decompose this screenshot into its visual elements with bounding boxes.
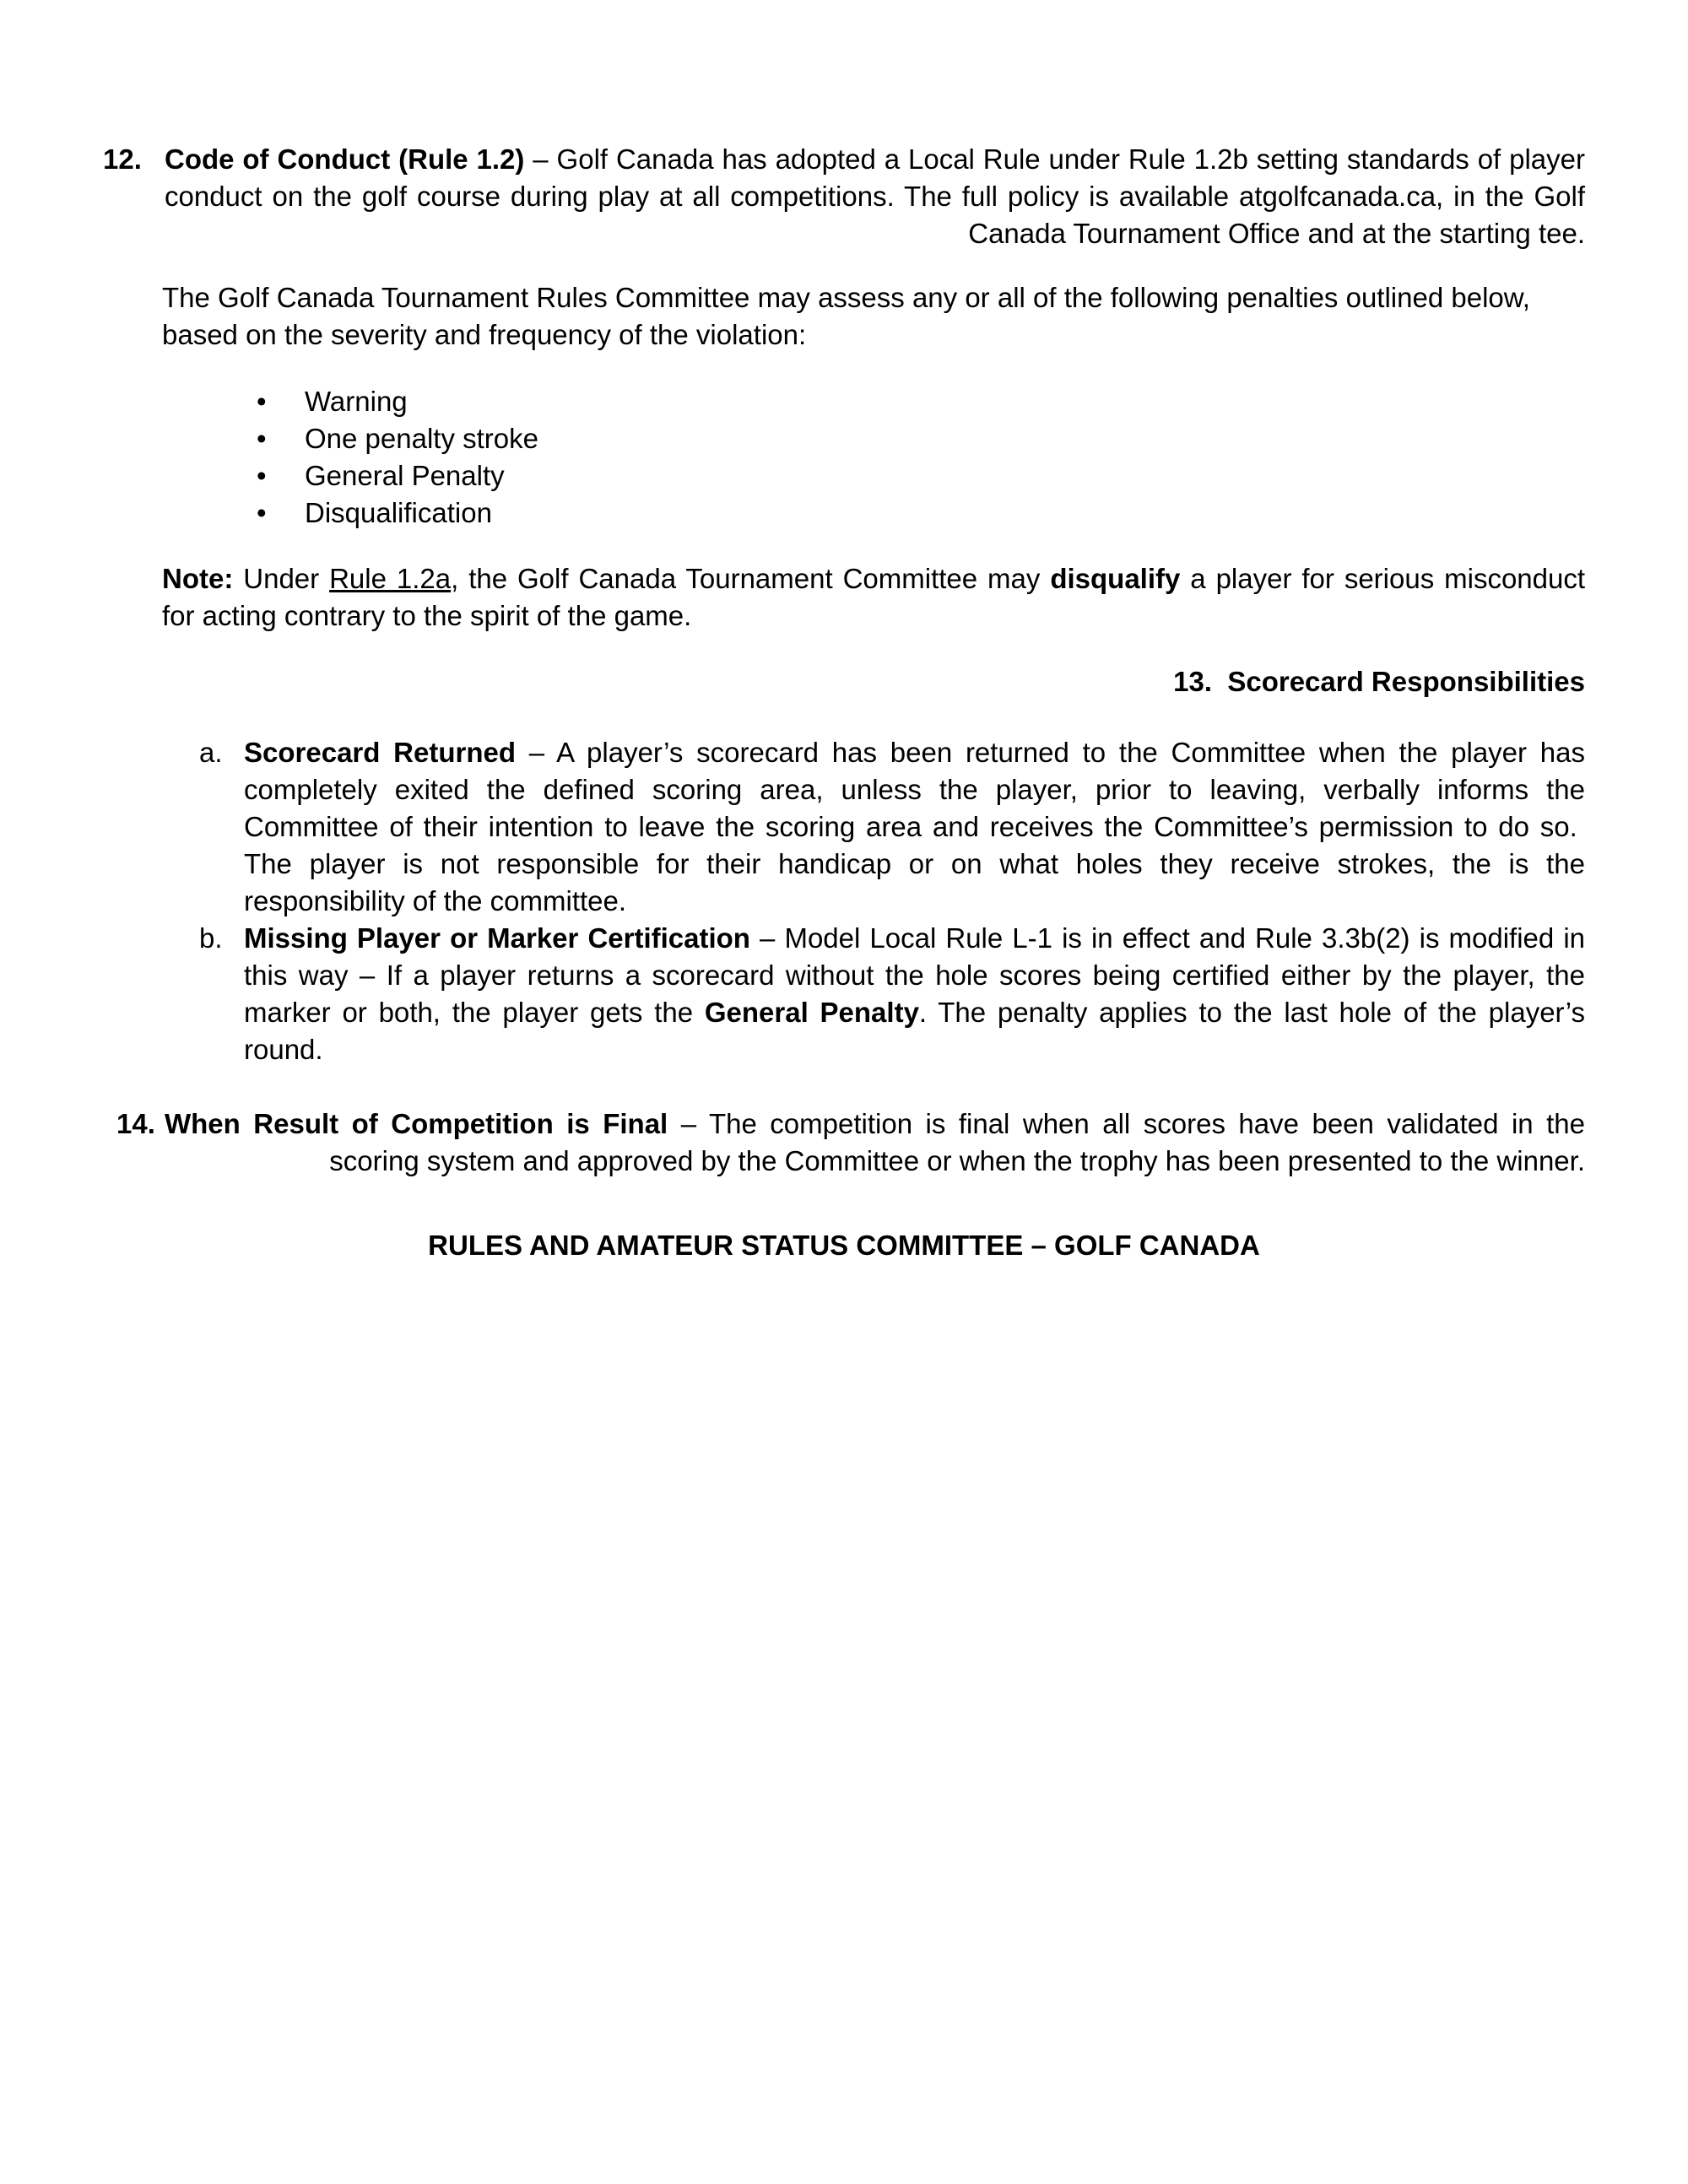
item-14-body: – The competition is final when all scores have been validated in the scoring system and approved by the Committee or when the trophy has been presented to the winner.: [329, 1108, 1585, 1176]
item-a-title: Scorecard Returned: [244, 737, 517, 768]
note-label: Note:: [162, 563, 234, 594]
penalty-list: [103, 383, 1585, 532]
item-a-scorecard-returned: [103, 734, 1585, 920]
penalties-intro-paragraph: The Golf Canada Tournament Rules Committee may assess any or all of the following penalties outlined below, based on the severity and frequency of the violation:: [162, 282, 1530, 350]
item-12-body: – Golf Canada has adopted a Local Rule under Rule 1.2b setting standards of player conduct on the golf course during play at all competitions. The full policy is available atgolfcanada.ca, in the Golf Canada Tournament Office and at the starting tee.: [165, 143, 1585, 249]
item-14-number: 14.: [116, 1108, 155, 1139]
section-13-heading: 13. Scorecard Responsibilities: [1173, 666, 1585, 697]
penalty-item-general-penalty: • General Penalty: [305, 457, 1585, 495]
item-a-marker: a.: [199, 737, 223, 768]
note-after-text: a player for serious misconduct for acting contrary to the spirit of the game.: [162, 563, 1586, 631]
item-12-number: 12.: [103, 143, 142, 175]
item-14-result-final: [103, 1106, 1585, 1180]
committee-signature-line: RULES AND AMATEUR STATUS COMMITTEE – GOLF CANADA: [428, 1230, 1260, 1261]
note-paragraph: [162, 560, 1585, 635]
note-before-text: Under: [233, 563, 330, 594]
item-14-title: When Result of Competition is Final: [165, 1108, 668, 1139]
penalty-item-warning: • Warning: [305, 383, 1585, 420]
note-disqualify-emphasis: disqualify: [1050, 563, 1181, 594]
rule-1-2a-reference: Rule 1.2a: [329, 563, 452, 594]
item-b-title: Missing Player or Marker Certification: [244, 922, 750, 954]
penalty-item-one-stroke: • One penalty stroke: [305, 420, 1585, 457]
item-b-body-part-2: . The penalty applies to the last hole of the player’s round.: [244, 997, 1585, 1065]
item-a-body: – A player’s scorecard has been returned to the Committee when the player has completely exited the defined scoring area, unless the player, prior to leaving, verbally informs the Committee of their intention to leave the scoring area and receives the Committee’s permission to do so. The player is not responsible for their handicap or on what holes they receive strokes, the is the responsibility of the committee.: [244, 737, 1585, 916]
penalty-item-disqualification: • Disqualification: [305, 495, 1585, 532]
item-b-body-part-1: – Model Local Rule L-1 is in effect and Rule 3.3b(2) is modified in this way – If a player returns a scorecard without the hole scores being certified either by the player, the marker or both, the player gets the: [244, 922, 1585, 1028]
item-b-general-penalty-emphasis: General Penalty: [704, 997, 919, 1028]
item-b-missing-certification: [103, 920, 1585, 1068]
item-12-code-of-conduct: [103, 141, 1585, 252]
note-middle-text: , the Golf Canada Tournament Committee may: [451, 563, 1051, 594]
item-12-title: Code of Conduct (Rule 1.2): [165, 143, 525, 175]
item-b-marker: b.: [199, 922, 223, 954]
